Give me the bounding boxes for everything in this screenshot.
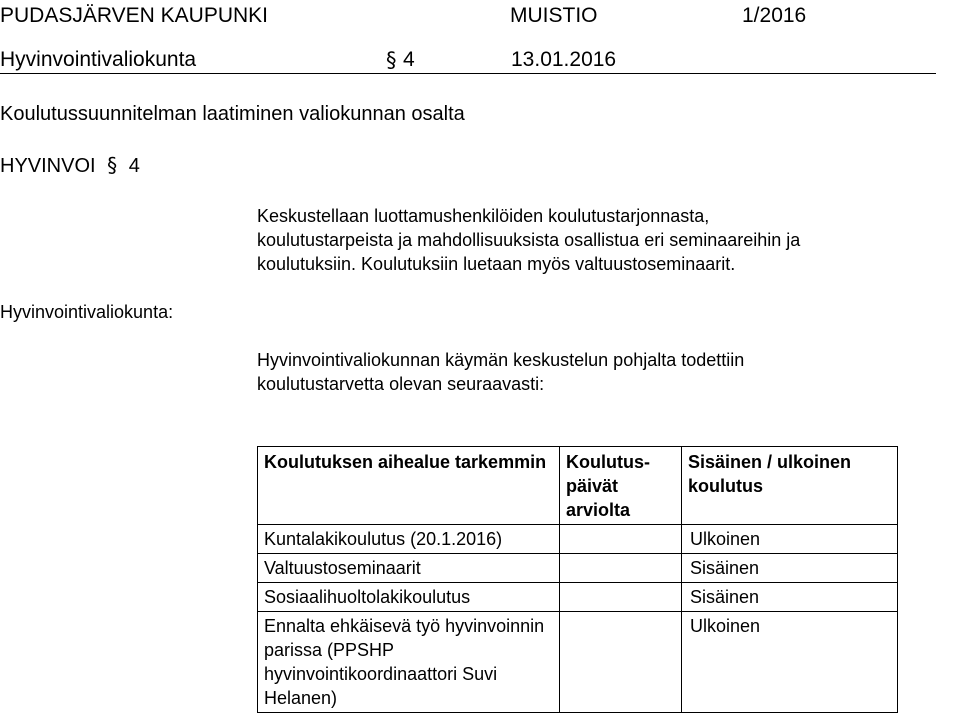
row-topic: Kuntalakikoulutus (20.1.2016) xyxy=(258,525,560,554)
organization-name: PUDASJÄRVEN KAUPUNKI xyxy=(0,4,269,27)
document-type: MUISTIO xyxy=(510,4,598,27)
table-row xyxy=(258,525,898,554)
row-days xyxy=(560,554,682,583)
table-row xyxy=(258,612,898,713)
committee-name: Hyvinvointivaliokunta xyxy=(0,48,197,71)
training-table xyxy=(257,446,898,713)
header-type: Sisäinen / ulkoinen koulutus xyxy=(682,447,898,525)
row-type: Ulkoinen xyxy=(682,525,898,554)
intro-line: koulutuksiin. Koulutuksiin luetaan myös valtuustoseminaarit. xyxy=(257,254,736,274)
section-sign-icon: § xyxy=(386,48,397,72)
row-days xyxy=(560,612,682,713)
row-days xyxy=(560,525,682,554)
row-days xyxy=(560,583,682,612)
intro-line: Keskustellaan luottamushenkilöiden koulutustarjonnasta, xyxy=(257,206,710,226)
item-code-text: HYVINVOI xyxy=(0,155,96,177)
row-type: Sisäinen xyxy=(682,583,898,612)
row-type: Sisäinen xyxy=(682,554,898,583)
item-section-sign-icon: § xyxy=(107,153,118,177)
table-row xyxy=(258,583,898,612)
header-divider xyxy=(0,73,936,74)
conclusion-paragraph xyxy=(257,348,744,396)
header-topic: Koulutuksen aihealue tarkemmin xyxy=(258,447,560,525)
row-topic: Valtuustoseminaarit xyxy=(258,554,560,583)
side-label: Hyvinvointivaliokunta: xyxy=(0,302,174,322)
table-row xyxy=(258,554,898,583)
intro-paragraph xyxy=(257,204,800,276)
item-code xyxy=(0,153,140,178)
item-number: 4 xyxy=(128,155,140,177)
intro-line: koulutustarpeista ja mahdollisuuksista osallistua eri seminaareihin ja xyxy=(257,230,801,250)
section-number: 4 xyxy=(403,48,415,71)
row-topic: Sosiaalihuoltolakikoulutus xyxy=(258,583,560,612)
header-days: Koulutus-päivät arviolta xyxy=(560,447,682,525)
conclusion-line: koulutustarvetta olevan seuraavasti: xyxy=(257,374,545,394)
row-topic: Ennalta ehkäisevä työ hyvinvoinnin parissa (PPSHP hyvinvointikoordinaattori Suvi Helanen) xyxy=(258,612,560,713)
page-number: 1/2016 xyxy=(742,4,807,27)
row-type: Ulkoinen xyxy=(682,612,898,713)
meeting-date: 13.01.2016 xyxy=(511,48,617,71)
table-header-row xyxy=(258,447,898,525)
conclusion-line: Hyvinvointivaliokunnan käymän keskustelun pohjalta todettiin xyxy=(257,350,745,370)
document-title: Koulutussuunnitelman laatiminen valiokunnan osalta xyxy=(0,103,465,125)
